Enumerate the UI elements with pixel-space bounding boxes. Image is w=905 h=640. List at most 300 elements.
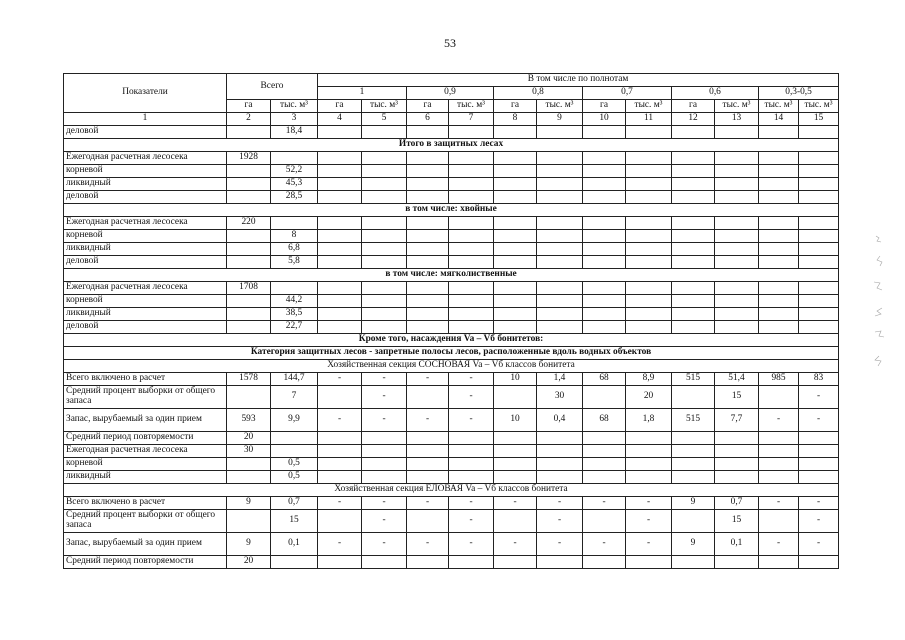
indicator-cell: Средний период повторяемости xyxy=(64,556,227,569)
value-cell: 83 xyxy=(799,373,839,386)
value-cell xyxy=(583,556,626,569)
indicator-cell: Всего включено в расчет xyxy=(64,373,227,386)
value-cell: - xyxy=(407,409,449,432)
value-cell xyxy=(318,256,362,269)
value-cell: 9 xyxy=(227,533,271,556)
value-cell xyxy=(494,217,537,230)
value-cell xyxy=(362,295,407,308)
value-cell xyxy=(271,282,318,295)
value-cell xyxy=(362,126,407,139)
value-cell xyxy=(449,178,494,191)
value-cell: - xyxy=(449,373,494,386)
value-cell xyxy=(759,471,799,484)
page-number: 53 xyxy=(444,36,456,50)
unit-header: тыс. м³ xyxy=(799,100,839,113)
value-cell: - xyxy=(449,533,494,556)
value-cell xyxy=(583,243,626,256)
table-row xyxy=(64,191,839,204)
value-cell xyxy=(583,191,626,204)
value-cell xyxy=(407,445,449,458)
value-cell: - xyxy=(449,409,494,432)
value-cell xyxy=(626,178,672,191)
value-cell: 38,5 xyxy=(271,308,318,321)
value-cell: 30 xyxy=(227,445,271,458)
table-row xyxy=(64,152,839,165)
subsection-heading-row xyxy=(64,484,839,497)
value-cell xyxy=(407,191,449,204)
value-cell xyxy=(799,256,839,269)
value-cell xyxy=(537,432,583,445)
value-cell xyxy=(799,217,839,230)
value-cell xyxy=(449,471,494,484)
value-cell: - xyxy=(799,386,839,409)
indicator-cell: деловой xyxy=(64,191,227,204)
value-cell: 7,7 xyxy=(715,409,759,432)
unit-header: тыс. м³ xyxy=(626,100,672,113)
section-heading-row xyxy=(64,204,839,217)
value-cell xyxy=(449,152,494,165)
density-header: 0,3-0,5 xyxy=(759,87,839,100)
value-cell xyxy=(407,178,449,191)
value-cell xyxy=(271,556,318,569)
value-cell xyxy=(672,152,715,165)
column-numbers-row xyxy=(64,113,839,126)
value-cell xyxy=(672,432,715,445)
value-cell: - xyxy=(759,409,799,432)
section-heading-row xyxy=(64,347,839,360)
value-cell xyxy=(318,230,362,243)
value-cell: - xyxy=(362,497,407,510)
value-cell: 0,7 xyxy=(715,497,759,510)
value-cell xyxy=(672,217,715,230)
value-cell xyxy=(583,217,626,230)
column-number: 7 xyxy=(449,113,494,126)
value-cell: - xyxy=(583,497,626,510)
value-cell: 0,7 xyxy=(271,497,318,510)
value-cell xyxy=(318,165,362,178)
value-cell: 15 xyxy=(271,510,318,533)
value-cell xyxy=(672,230,715,243)
value-cell xyxy=(318,458,362,471)
table-row xyxy=(64,432,839,445)
value-cell: 15 xyxy=(715,510,759,533)
value-cell: 44,2 xyxy=(271,295,318,308)
indicator-cell: ликвидный xyxy=(64,178,227,191)
value-cell xyxy=(583,295,626,308)
table-row xyxy=(64,230,839,243)
value-cell xyxy=(494,432,537,445)
indicator-cell: Средний процент выборки от общего запаса xyxy=(64,510,227,533)
value-cell xyxy=(715,152,759,165)
value-cell: 1578 xyxy=(227,373,271,386)
value-cell xyxy=(362,217,407,230)
value-cell: 68 xyxy=(583,373,626,386)
value-cell xyxy=(362,471,407,484)
indicator-cell: Всего включено в расчет xyxy=(64,497,227,510)
value-cell xyxy=(799,295,839,308)
value-cell xyxy=(715,217,759,230)
value-cell xyxy=(799,152,839,165)
value-cell xyxy=(537,256,583,269)
value-cell xyxy=(494,178,537,191)
value-cell xyxy=(271,217,318,230)
value-cell xyxy=(494,386,537,409)
value-cell xyxy=(362,432,407,445)
value-cell: - xyxy=(449,386,494,409)
value-cell xyxy=(672,386,715,409)
value-cell: - xyxy=(407,497,449,510)
value-cell xyxy=(362,152,407,165)
value-cell xyxy=(626,432,672,445)
value-cell xyxy=(494,445,537,458)
section-heading-row xyxy=(64,334,839,347)
subsection-heading-row xyxy=(64,360,839,373)
value-cell: 9,9 xyxy=(271,409,318,432)
value-cell xyxy=(626,458,672,471)
value-cell xyxy=(715,126,759,139)
value-cell: 144,7 xyxy=(271,373,318,386)
unit-header: га xyxy=(407,100,449,113)
value-cell xyxy=(407,230,449,243)
unit-header: тыс. м³ xyxy=(449,100,494,113)
indicator-cell: ликвидный xyxy=(64,471,227,484)
value-cell xyxy=(494,556,537,569)
value-cell xyxy=(759,445,799,458)
value-cell xyxy=(449,458,494,471)
value-cell xyxy=(626,295,672,308)
value-cell xyxy=(227,510,271,533)
value-cell xyxy=(318,178,362,191)
value-cell xyxy=(271,445,318,458)
value-cell xyxy=(672,321,715,334)
value-cell xyxy=(227,243,271,256)
value-cell xyxy=(271,432,318,445)
value-cell xyxy=(318,282,362,295)
value-cell: - xyxy=(494,497,537,510)
value-cell xyxy=(626,230,672,243)
value-cell: 15 xyxy=(715,386,759,409)
indicator-cell: Ежегодная расчетная лесосека xyxy=(64,282,227,295)
value-cell xyxy=(537,243,583,256)
value-cell xyxy=(759,432,799,445)
value-cell: 9 xyxy=(672,497,715,510)
value-cell xyxy=(672,282,715,295)
value-cell xyxy=(583,321,626,334)
unit-header: тыс. м³ xyxy=(715,100,759,113)
value-cell xyxy=(407,152,449,165)
value-cell xyxy=(799,230,839,243)
value-cell xyxy=(672,126,715,139)
value-cell xyxy=(407,471,449,484)
value-cell: - xyxy=(799,497,839,510)
value-cell xyxy=(537,217,583,230)
value-cell xyxy=(537,230,583,243)
column-number: 10 xyxy=(583,113,626,126)
value-cell: 985 xyxy=(759,373,799,386)
value-cell xyxy=(449,243,494,256)
indicator-cell: Ежегодная расчетная лесосека xyxy=(64,445,227,458)
column-number: 2 xyxy=(227,113,271,126)
indicator-cell: корневой xyxy=(64,230,227,243)
indicator-cell: корневой xyxy=(64,458,227,471)
value-cell xyxy=(715,556,759,569)
indicator-cell: ликвидный xyxy=(64,308,227,321)
value-cell xyxy=(449,230,494,243)
value-cell xyxy=(362,243,407,256)
value-cell: - xyxy=(537,510,583,533)
table-row xyxy=(64,373,839,386)
value-cell: - xyxy=(449,510,494,533)
value-cell xyxy=(759,191,799,204)
value-cell xyxy=(672,458,715,471)
table-row xyxy=(64,243,839,256)
table-body xyxy=(64,126,839,569)
value-cell xyxy=(537,165,583,178)
value-cell xyxy=(227,471,271,484)
value-cell xyxy=(227,178,271,191)
table-row xyxy=(64,126,839,139)
value-cell: - xyxy=(583,533,626,556)
value-cell xyxy=(799,243,839,256)
value-cell xyxy=(626,126,672,139)
value-cell: 593 xyxy=(227,409,271,432)
indicator-cell: Средний период повторяемости xyxy=(64,432,227,445)
value-cell xyxy=(494,295,537,308)
value-cell xyxy=(362,556,407,569)
value-cell xyxy=(672,556,715,569)
value-cell: 5,8 xyxy=(271,256,318,269)
table-row xyxy=(64,409,839,432)
column-number: 13 xyxy=(715,113,759,126)
value-cell xyxy=(227,308,271,321)
table-row xyxy=(64,510,839,533)
value-cell: 20 xyxy=(626,386,672,409)
value-cell xyxy=(672,510,715,533)
subsection-heading: Хозяйственная секция СОСНОВАЯ Va – Vб классов бонитета xyxy=(64,360,839,373)
value-cell: 10 xyxy=(494,373,537,386)
value-cell xyxy=(362,256,407,269)
value-cell xyxy=(583,126,626,139)
column-number: 9 xyxy=(537,113,583,126)
value-cell: 1928 xyxy=(227,152,271,165)
value-cell xyxy=(407,256,449,269)
indicator-cell: Запас, вырубаемый за один прием xyxy=(64,409,227,432)
value-cell: 20 xyxy=(227,556,271,569)
value-cell xyxy=(759,152,799,165)
unit-header: га xyxy=(494,100,537,113)
value-cell xyxy=(227,295,271,308)
value-cell: 1,8 xyxy=(626,409,672,432)
value-cell xyxy=(626,165,672,178)
value-cell xyxy=(799,165,839,178)
value-cell xyxy=(672,308,715,321)
value-cell xyxy=(407,386,449,409)
value-cell xyxy=(362,308,407,321)
value-cell: - xyxy=(407,533,449,556)
value-cell xyxy=(715,243,759,256)
value-cell xyxy=(318,308,362,321)
table-row xyxy=(64,321,839,334)
value-cell xyxy=(715,256,759,269)
value-cell xyxy=(715,295,759,308)
unit-header: тыс. м³ xyxy=(362,100,407,113)
value-cell: 18,4 xyxy=(271,126,318,139)
value-cell: - xyxy=(759,533,799,556)
value-cell xyxy=(715,321,759,334)
section-heading: Кроме того, насаждения Va – Vб бонитетов: xyxy=(64,334,839,347)
value-cell xyxy=(362,458,407,471)
indicator-cell: ликвидный xyxy=(64,243,227,256)
table-row xyxy=(64,445,839,458)
value-cell xyxy=(537,445,583,458)
value-cell xyxy=(626,152,672,165)
value-cell xyxy=(626,556,672,569)
section-heading-row xyxy=(64,269,839,282)
value-cell xyxy=(672,445,715,458)
unit-header: га xyxy=(318,100,362,113)
section-heading: Категория защитных лесов - запретные полосы лесов, расположенные вдоль водных объектов xyxy=(64,347,839,360)
subsection-heading: Хозяйственная секция ЕЛОВАЯ Va – Vб классов бонитета xyxy=(64,484,839,497)
value-cell xyxy=(759,556,799,569)
value-cell xyxy=(449,256,494,269)
value-cell xyxy=(626,282,672,295)
value-cell xyxy=(407,217,449,230)
value-cell xyxy=(672,191,715,204)
unit-header: тыс. м³ xyxy=(537,100,583,113)
density-header: 0,9 xyxy=(407,87,494,100)
indicator-cell: деловой xyxy=(64,126,227,139)
value-cell xyxy=(537,458,583,471)
value-cell: 51,4 xyxy=(715,373,759,386)
value-cell xyxy=(227,386,271,409)
value-cell xyxy=(583,178,626,191)
column-number: 8 xyxy=(494,113,537,126)
value-cell xyxy=(449,282,494,295)
value-cell xyxy=(759,230,799,243)
value-cell xyxy=(626,217,672,230)
section-heading: в том числе: мягколиственные xyxy=(64,269,839,282)
value-cell xyxy=(449,445,494,458)
value-cell xyxy=(583,471,626,484)
value-cell: 8,9 xyxy=(626,373,672,386)
value-cell xyxy=(407,295,449,308)
value-cell xyxy=(227,230,271,243)
value-cell xyxy=(537,191,583,204)
value-cell xyxy=(449,191,494,204)
value-cell xyxy=(318,556,362,569)
value-cell: - xyxy=(626,533,672,556)
column-number: 3 xyxy=(271,113,318,126)
value-cell xyxy=(449,432,494,445)
indicator-cell: Ежегодная расчетная лесосека xyxy=(64,217,227,230)
value-cell xyxy=(494,230,537,243)
value-cell xyxy=(583,165,626,178)
value-cell xyxy=(449,308,494,321)
value-cell: 52,2 xyxy=(271,165,318,178)
value-cell xyxy=(318,432,362,445)
table-row xyxy=(64,308,839,321)
value-cell xyxy=(227,191,271,204)
table-row xyxy=(64,497,839,510)
value-cell xyxy=(799,282,839,295)
value-cell xyxy=(494,471,537,484)
value-cell: 0,5 xyxy=(271,458,318,471)
indicator-cell: Ежегодная расчетная лесосека xyxy=(64,152,227,165)
density-header: 0,8 xyxy=(494,87,583,100)
value-cell: 1,4 xyxy=(537,373,583,386)
value-cell xyxy=(494,152,537,165)
value-cell xyxy=(672,471,715,484)
indicator-cell: деловой xyxy=(64,321,227,334)
value-cell: - xyxy=(362,510,407,533)
value-cell xyxy=(626,243,672,256)
table-row xyxy=(64,165,839,178)
unit-header: га xyxy=(672,100,715,113)
value-cell: - xyxy=(318,497,362,510)
value-cell xyxy=(227,458,271,471)
value-cell xyxy=(318,126,362,139)
value-cell: 10 xyxy=(494,409,537,432)
value-cell xyxy=(227,126,271,139)
column-number: 1 xyxy=(64,113,227,126)
value-cell: 9 xyxy=(672,533,715,556)
value-cell xyxy=(407,308,449,321)
value-cell xyxy=(318,445,362,458)
forest-harvest-table xyxy=(63,73,839,569)
value-cell xyxy=(537,178,583,191)
table-row xyxy=(64,386,839,409)
value-cell xyxy=(759,282,799,295)
value-cell xyxy=(407,243,449,256)
value-cell xyxy=(227,165,271,178)
header-total: Всего xyxy=(227,74,318,100)
value-cell xyxy=(318,152,362,165)
value-cell xyxy=(494,243,537,256)
value-cell xyxy=(583,308,626,321)
value-cell xyxy=(271,152,318,165)
value-cell: - xyxy=(362,533,407,556)
value-cell: 0,4 xyxy=(537,409,583,432)
value-cell: - xyxy=(318,373,362,386)
value-cell xyxy=(318,471,362,484)
value-cell xyxy=(318,321,362,334)
value-cell: - xyxy=(362,373,407,386)
value-cell xyxy=(494,458,537,471)
value-cell xyxy=(362,191,407,204)
value-cell: - xyxy=(318,533,362,556)
value-cell xyxy=(799,308,839,321)
value-cell: 30 xyxy=(537,386,583,409)
value-cell: - xyxy=(799,409,839,432)
value-cell xyxy=(799,445,839,458)
value-cell xyxy=(407,126,449,139)
unit-header: га xyxy=(583,100,626,113)
value-cell: 9 xyxy=(227,497,271,510)
value-cell xyxy=(494,165,537,178)
value-cell xyxy=(759,243,799,256)
value-cell xyxy=(318,217,362,230)
value-cell xyxy=(759,217,799,230)
value-cell: - xyxy=(318,409,362,432)
value-cell: 45,3 xyxy=(271,178,318,191)
value-cell xyxy=(494,321,537,334)
value-cell xyxy=(626,308,672,321)
value-cell xyxy=(318,243,362,256)
value-cell xyxy=(799,191,839,204)
density-header: 0,6 xyxy=(672,87,759,100)
value-cell xyxy=(362,165,407,178)
table-row xyxy=(64,556,839,569)
